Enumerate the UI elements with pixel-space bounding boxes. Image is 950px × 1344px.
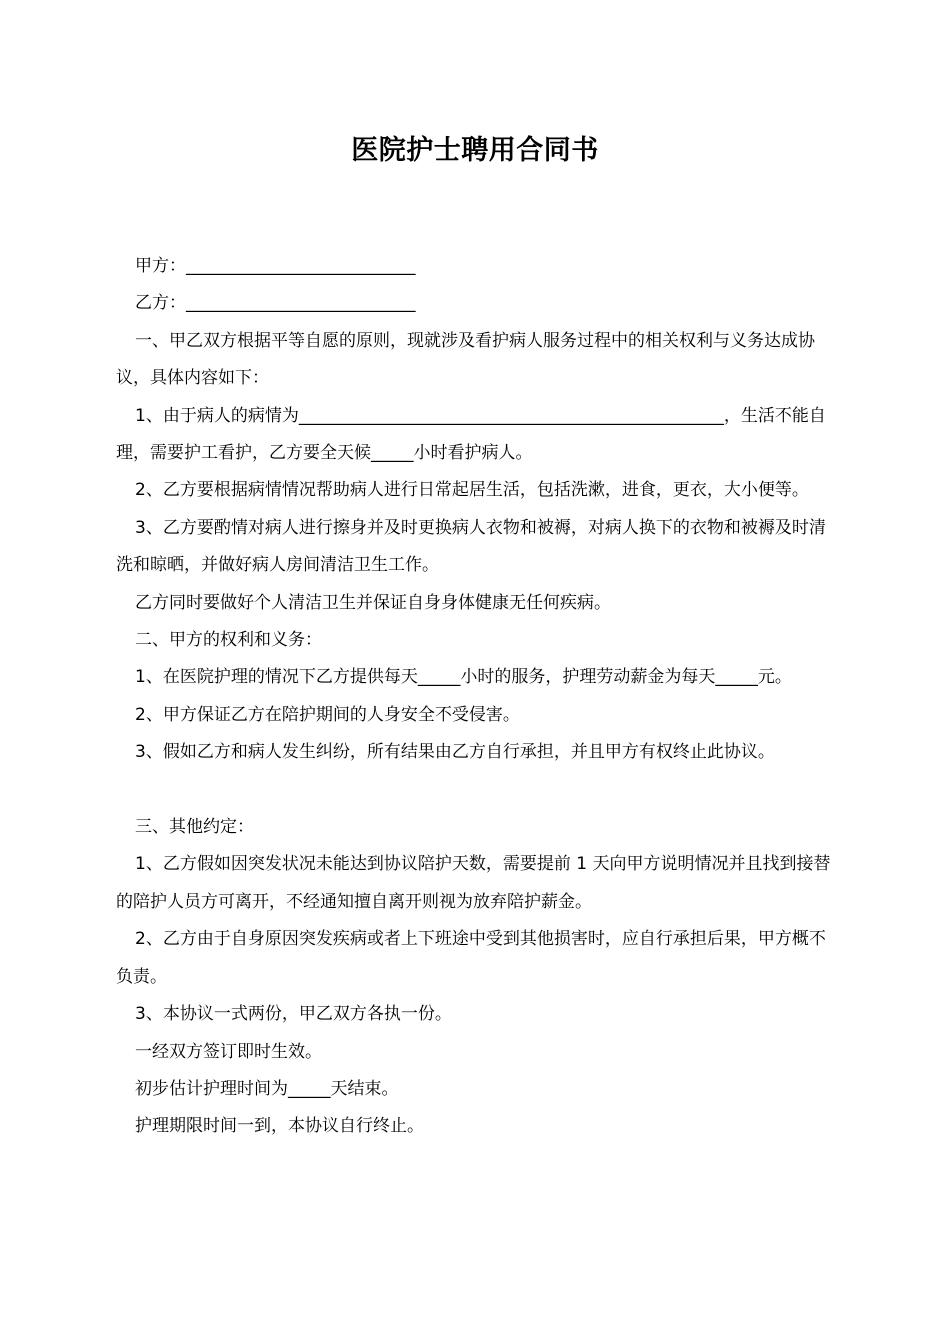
clause-3-2: 2、乙方由于自身原因突发疾病或者上下班途中受到其他损害时，应自行承担后果，甲方概不负责。 [116,929,826,987]
party-b-line: 乙方：___________________________ [135,293,416,314]
section-two-heading: 二、甲方的权利和义务： [135,630,322,651]
clause-3-1: 1、乙方假如因突发状况未能达到协议陪护天数，需要提前 1 天向甲方说明情况并且找到接替的陪护人员方可离开，不经通知擅自离开则视为放弃陪护薪金。 [116,854,831,912]
clause-2-2: 2、甲方保证乙方在陪护期间的人身安全不受侵害。 [135,704,520,725]
clause-1-2: 2、乙方要根据病情情况帮助病人进行日常起居生活，包括洗漱，进食，更衣，大小便等。 [135,480,809,501]
clause-1-3: 3、乙方要酌情对病人进行擦身并及时更换病人衣物和被褥，对病人换下的衣物和被褥及时清洗和晾晒，并做好病人房间清洁卫生工作。 [116,517,826,576]
document-title: 医院护士聘用合同书 [351,135,599,166]
clause-2-3: 3、假如乙方和病人发生纠纷，所有结果由乙方自行承担，并且甲方有权终止此协议。 [135,742,775,763]
clause-2-1: 1、在医院护理的情况下乙方提供每天_____小时的服务，护理劳动薪金为每天_____元。 [135,667,792,688]
termination-note: 护理期限时间一到，本协议自行终止。 [135,1116,424,1137]
blank-line [116,772,838,809]
estimated-duration: 初步估计护理时间为_____天结束。 [135,1078,399,1099]
clause-1-note: 乙方同时要做好个人清洁卫生并保证自身身体健康无任何疾病。 [135,592,611,613]
clause-3-3: 3、本协议一式两份，甲乙双方各执一份。 [135,1004,452,1025]
effective-note: 一经双方签订即时生效。 [135,1041,322,1062]
section-three-heading: 三、其他约定： [135,817,254,838]
section-one-intro: 一、甲乙双方根据平等自愿的原则，现就涉及看护病人服务过程中的相关权利与义务达成协议，具体内容如下： [116,330,815,389]
party-a-line: 甲方：___________________________ [135,256,416,276]
document-body [116,248,838,1146]
clause-1-1: 1、由于病人的病情为__________________________________________________，生活不能自理，需要护工看护，乙方要全天候_____小时看护病人。 [116,405,826,464]
